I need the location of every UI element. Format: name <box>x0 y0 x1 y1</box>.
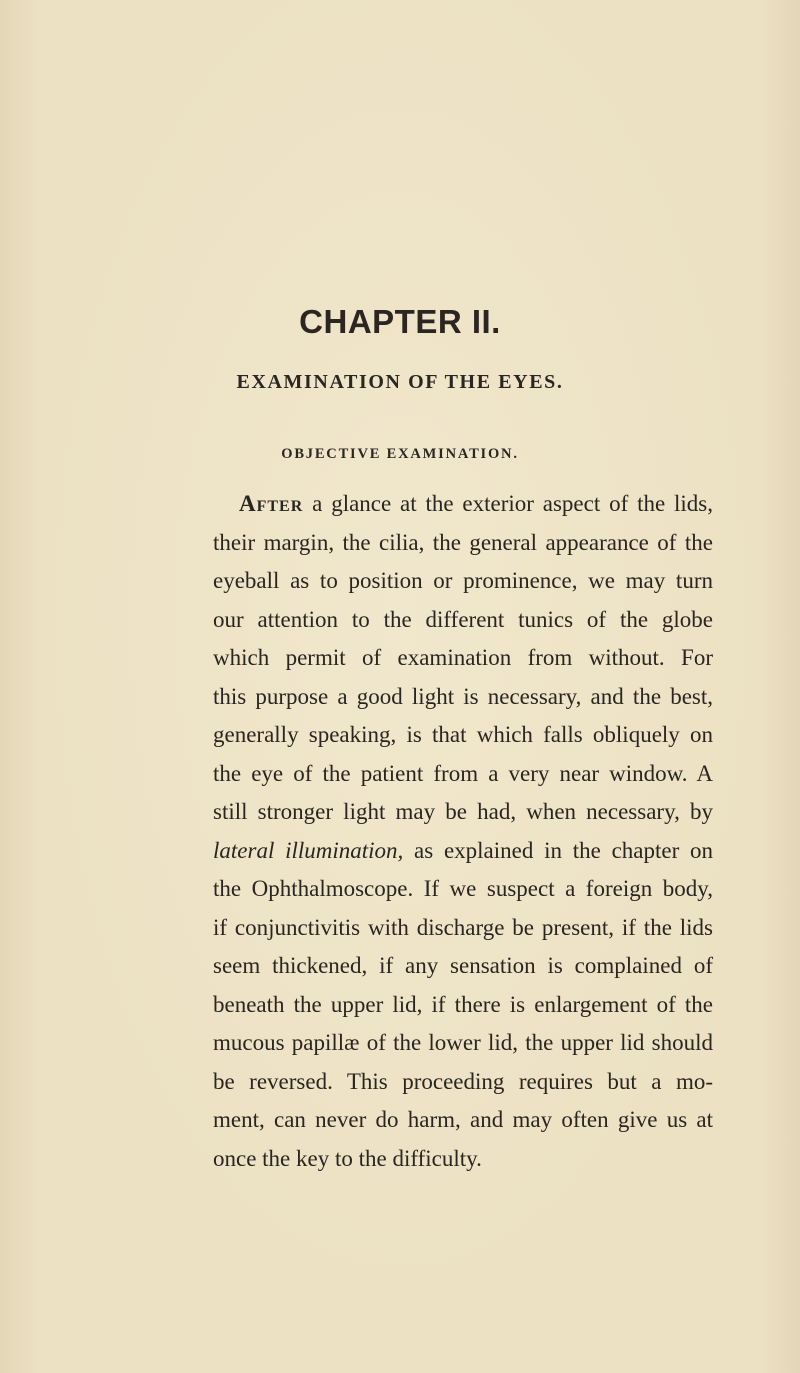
paragraph-line: their margin, the cilia, the general appearance of the <box>213 529 713 555</box>
paragraph-line: seem thickened, if any sensation is complained of <box>213 953 713 978</box>
line-text: as explained in the chapter on <box>414 837 713 863</box>
chapter-title: CHAPTER II. <box>299 303 501 340</box>
paragraph-line: still stronger light may be had, when necessary, by <box>213 799 713 824</box>
paragraph-line <box>213 485 713 524</box>
paragraph-line: beneath the upper lid, if there is enlargement of the <box>213 991 713 1017</box>
section-title: EXAMINATION OF THE EYES. <box>236 371 564 393</box>
line-text: a glance at the exterior aspect of the lids, <box>312 491 713 516</box>
paragraph-line: our attention to the different tunics of the globe <box>213 606 713 632</box>
paragraph-line: if conjunctivitis with discharge be present, if the lids <box>213 914 713 940</box>
paragraph-line: the Ophthalmoscope. If we suspect a foreign body, <box>213 876 713 901</box>
italic-phrase: lateral illumination, <box>213 837 404 863</box>
paragraph-line: which permit of examination from without. For <box>213 645 713 670</box>
paragraph-line: mucous papillæ of the lower lid, the upper lid should <box>213 1030 713 1055</box>
paragraph-line: the eye of the patient from a very near window. A <box>213 760 713 786</box>
paragraph-line: ment, can never do harm, and may often give us at <box>213 1107 713 1132</box>
paragraph-line: this purpose a good light is necessary, and the best, <box>213 683 713 709</box>
paragraph-line <box>213 832 713 871</box>
paragraph-line: be reversed. This proceeding requires but a mo- <box>213 1068 713 1094</box>
paragraph-line: once the key to the difficulty. <box>213 1145 482 1171</box>
subsection-title: OBJECTIVE EXAMINATION. <box>281 446 519 462</box>
drop-word: After <box>239 491 304 516</box>
body-paragraph <box>213 485 713 1178</box>
paragraph-line: generally speaking, is that which falls obliquely on <box>213 722 713 747</box>
paragraph-line: eyeball as to position or prominence, we may turn <box>213 568 713 593</box>
